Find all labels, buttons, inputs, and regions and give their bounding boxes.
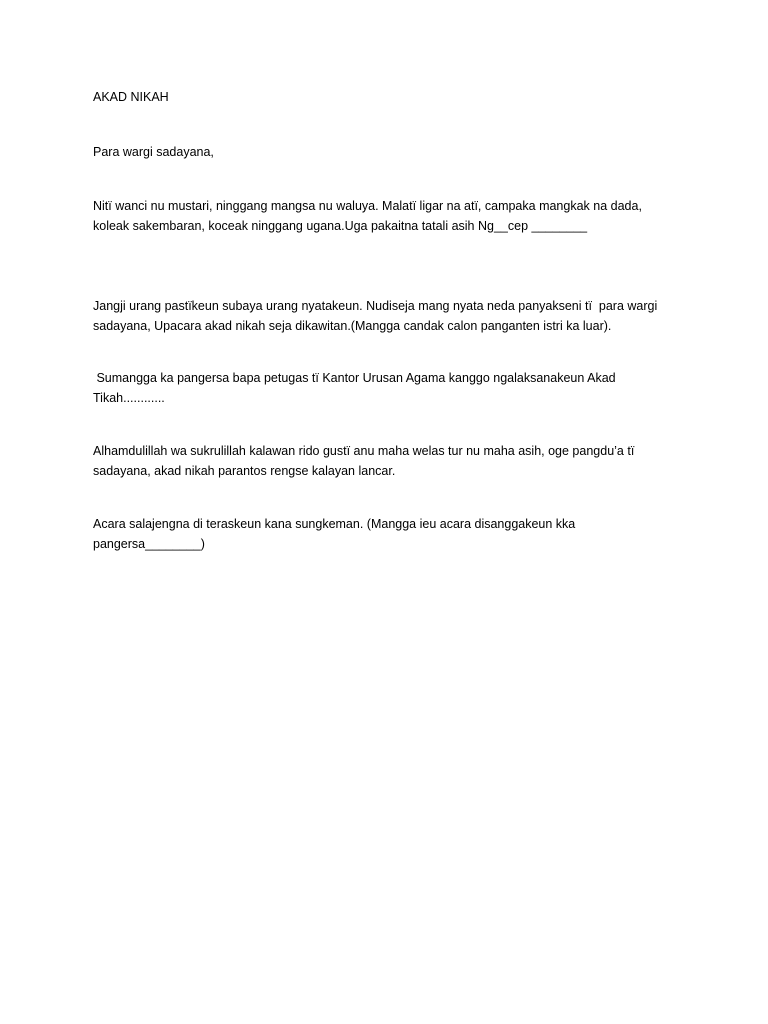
greeting-line: Para wargi sadayana, xyxy=(93,145,214,159)
paragraph-line: sadayana, Upacara akad nikah seja dikawitan.(Mangga candak calon panganten istri ka luar). xyxy=(93,319,612,333)
paragraph-line: koleak sakembaran, koceak ninggang ugana.Uga pakaitna tatali asih Ng__cep ________ xyxy=(93,219,588,233)
paragraph-line: Nitï wanci nu mustari, ninggang mangsa nu waluya. Malatï ligar na atï, campaka mangkak na dada, xyxy=(93,199,642,213)
paragraph-3 xyxy=(93,368,616,408)
paragraph-line: sadayana, akad nikah parantos rengse kalayan lancar. xyxy=(93,464,396,478)
paragraph-5 xyxy=(93,514,575,554)
paragraph-line: Acara salajengna di teraskeun kana sungkeman. (Mangga ieu acara disanggakeun kka xyxy=(93,517,576,531)
document-title: AKAD NIKAH xyxy=(93,90,169,104)
paragraph-1 xyxy=(93,196,642,236)
paragraph-line: Jangji urang pastïkeun subaya urang nyatakeun. Nudiseja mang nyata neda panyakseni tï para wargi xyxy=(93,299,658,313)
paragraph-line: Tikah............ xyxy=(93,391,165,405)
paragraph-2 xyxy=(93,296,657,336)
paragraph-line: pangersa________) xyxy=(93,537,205,551)
paragraph-4 xyxy=(93,441,634,481)
paragraph-line: Sumangga ka pangersa bapa petugas tï Kantor Urusan Agama kanggo ngalaksanakeun Akad xyxy=(93,371,616,385)
paragraph-line: Alhamdulillah wa sukrulillah kalawan rido gustï anu maha welas tur nu maha asih, oge pangdu’a tï xyxy=(93,444,635,458)
